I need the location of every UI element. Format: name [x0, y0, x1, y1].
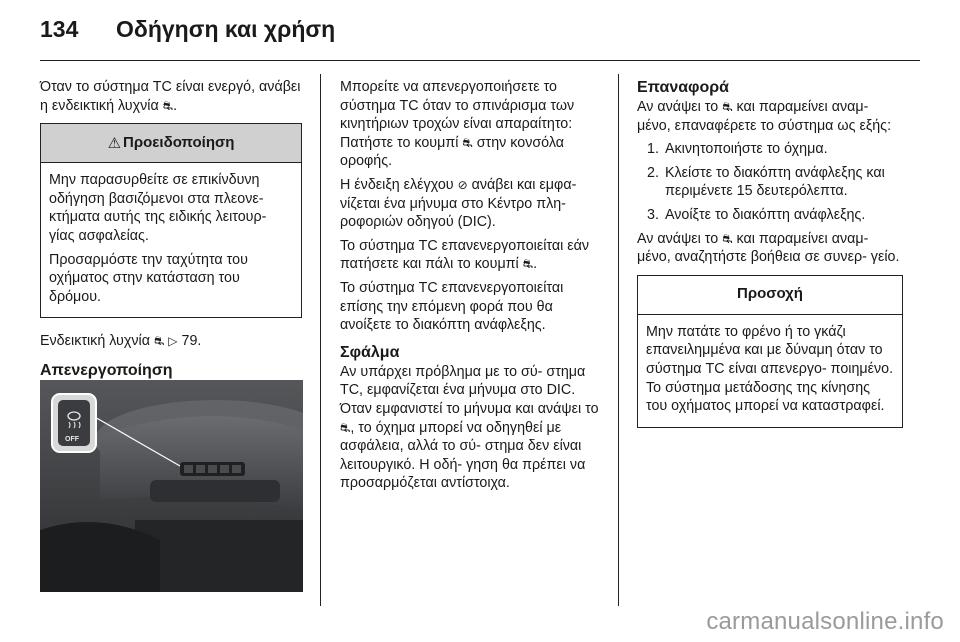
- reactivate-ignition-paragraph: Το σύστημα TC επανενεργοποιείται επίσης την επόμενη φορά που θα ανοίξετε το διακόπτη ανάφλεξης.: [340, 279, 564, 334]
- warning-box-header: [41, 124, 301, 163]
- roof-console-photo: [40, 380, 303, 592]
- workshop-text-a: Αν ανάψει το: [637, 230, 719, 247]
- list-item: 3. Ανοίξτε το διακόπτη ανάφλεξης.: [647, 206, 866, 223]
- step-text: Κλείστε το διακόπτη ανάφλεξης και περιμένετε 15 δευτερόλεπτα.: [665, 164, 885, 200]
- deactivate-text-a: Μπορείτε να απενεργοποιήσετε το σύστημα TC όταν το σπινάρισμα των κινητήριων τροχών είναι απαραίτητο: Πατήστε το κουμπί: [340, 79, 575, 151]
- column-middle: [340, 78, 606, 498]
- indicator-reference: [40, 332, 302, 351]
- traction-control-lamp-icon: ⛐: [162, 98, 174, 113]
- list-item: 1. Ακινητοποιήστε το όχημα.: [647, 141, 828, 158]
- caution-box-body: [638, 315, 902, 427]
- error-text-a: Αν υπάρχει πρόβλημα με το σύ- στημα TC, εμφανίζεται ένα μήνυμα στο DIC. Όταν εμφανιστεί το μήνυμα και ανάψει το: [340, 363, 599, 417]
- reactivate-paragraph: Το σύστημα TC επανενεργοποιείται εάν πατήσετε και πάλι το κουμπί ⛐.: [340, 237, 590, 273]
- deactivate-instructions: [340, 78, 606, 171]
- control-indicator-paragraph: [340, 176, 606, 232]
- step-text: Ανοίξτε το διακόπτη ανάφλεξης.: [665, 206, 866, 223]
- caution-box-header: [638, 276, 902, 315]
- warning-paragraph-1: Μην παρασυρθείτε σε επικίνδυνη οδήγηση βασιζόμενοι στα πλεονε- κτήματα αυτής της ειδικής λειτουρ- γίας ασφαλείας.: [49, 172, 267, 244]
- caution-title: Προσοχή: [737, 285, 803, 303]
- traction-off-lamp-icon: ⊘: [457, 177, 468, 192]
- deactivate-text-b: στην κονσόλα οροφής.: [340, 134, 565, 170]
- caution-box: [637, 275, 903, 428]
- reset-steps-list: [637, 140, 903, 224]
- traction-control-lamp-icon: ⛐: [722, 231, 733, 246]
- watermark: carmanualsonline.info: [706, 608, 944, 635]
- indicator-text-b: ανάβει και εμφα- νίζεται ένα μήνυμα στο Κέντρο πλη- ροφοριών οδηγού (DIC).: [340, 176, 577, 231]
- reset-text-b: και παραμείνει αναμ- μένο, επαναφέρετε το σύστημα ως εξής:: [637, 99, 892, 134]
- column-divider-2: [618, 74, 619, 606]
- intro-text: Όταν το σύστημα TC είναι ενεργό, ανάβει η ενδεικτική λυχνία: [40, 79, 301, 114]
- page-number: 134: [40, 16, 79, 42]
- roof-console-illustration: [40, 380, 303, 592]
- page-header: [40, 16, 335, 50]
- traction-control-lamp-icon: ⛐: [153, 334, 165, 349]
- workshop-text-b: και παραμείνει αναμ- μένο, αναζητήστε βοήθεια σε συνερ- γείο.: [637, 230, 900, 266]
- reactivate-text: Το σύστημα TC επανενεργοποιείται εάν πατήσετε και πάλι το κουμπί: [340, 237, 590, 273]
- traction-off-label: OFF: [65, 436, 79, 443]
- heading-deactivation: Απενεργοποίηση: [40, 361, 173, 379]
- indicator-text: Ενδεικτική λυχνία: [40, 333, 150, 350]
- column-left: [40, 78, 302, 381]
- page-ref-arrow-icon: ▷: [168, 334, 178, 349]
- column-right: [637, 78, 903, 442]
- list-item: 2. Κλείστε το διακόπτη ανάφλεξης και περιμένετε 15 δευτερόλεπτα.: [647, 164, 885, 200]
- heading-error: Σφάλμα: [340, 343, 400, 361]
- warning-triangle-icon: ⚠: [107, 133, 122, 152]
- step-text: Ακινητοποιήστε το όχημα.: [665, 141, 828, 158]
- warning-title: Προειδοποίηση: [123, 133, 235, 151]
- warning-box: [40, 123, 302, 318]
- intro-paragraph: Όταν το σύστημα TC είναι ενεργό, ανάβει η ενδεικτική λυχνία ⛐.: [40, 79, 301, 114]
- traction-control-lamp-icon: ⛐: [462, 135, 473, 150]
- heading-reset: Επαναφορά: [637, 79, 729, 96]
- traction-control-lamp-icon: ⛐: [340, 420, 351, 435]
- error-paragraph: [340, 363, 606, 493]
- reset-text-a: Αν ανάψει το: [637, 99, 719, 115]
- page-title: Οδήγηση και χρήση: [116, 16, 336, 42]
- indicator-page-ref[interactable]: 79.: [181, 333, 202, 350]
- warning-paragraph-2: Προσαρμόστε την ταχύτητα του οχήματος στην κατάσταση του δρόμου.: [49, 251, 248, 305]
- workshop-paragraph: [637, 230, 903, 267]
- warning-box-body: [41, 163, 301, 317]
- header-divider: [40, 60, 920, 61]
- indicator-text-a: Η ένδειξη ελέγχου: [340, 176, 454, 193]
- traction-control-lamp-icon: ⛐: [522, 257, 534, 272]
- reset-intro: [637, 98, 903, 135]
- traction-control-lamp-icon: ⛐: [722, 100, 733, 114]
- error-text-b: , το όχημα μπορεί να οδηγηθεί με ασφάλεια, αλλά το σύ- στημα δεν είναι λειτουργικό. Η οδή- γηση θα πρέπει να προσαρμόζεται αντίστοιχα.: [340, 419, 586, 492]
- caution-paragraph: Μην πατάτε το φρένο ή το γκάζι επανειλημμένα και με δύναμη όταν το σύστημα TC είναι απενεργο- ποιημένο. Το σύστημα μετάδοσης της κίνησης του οχήματος μπορεί να καταστραφεί.: [646, 323, 894, 415]
- column-divider-1: [320, 74, 321, 606]
